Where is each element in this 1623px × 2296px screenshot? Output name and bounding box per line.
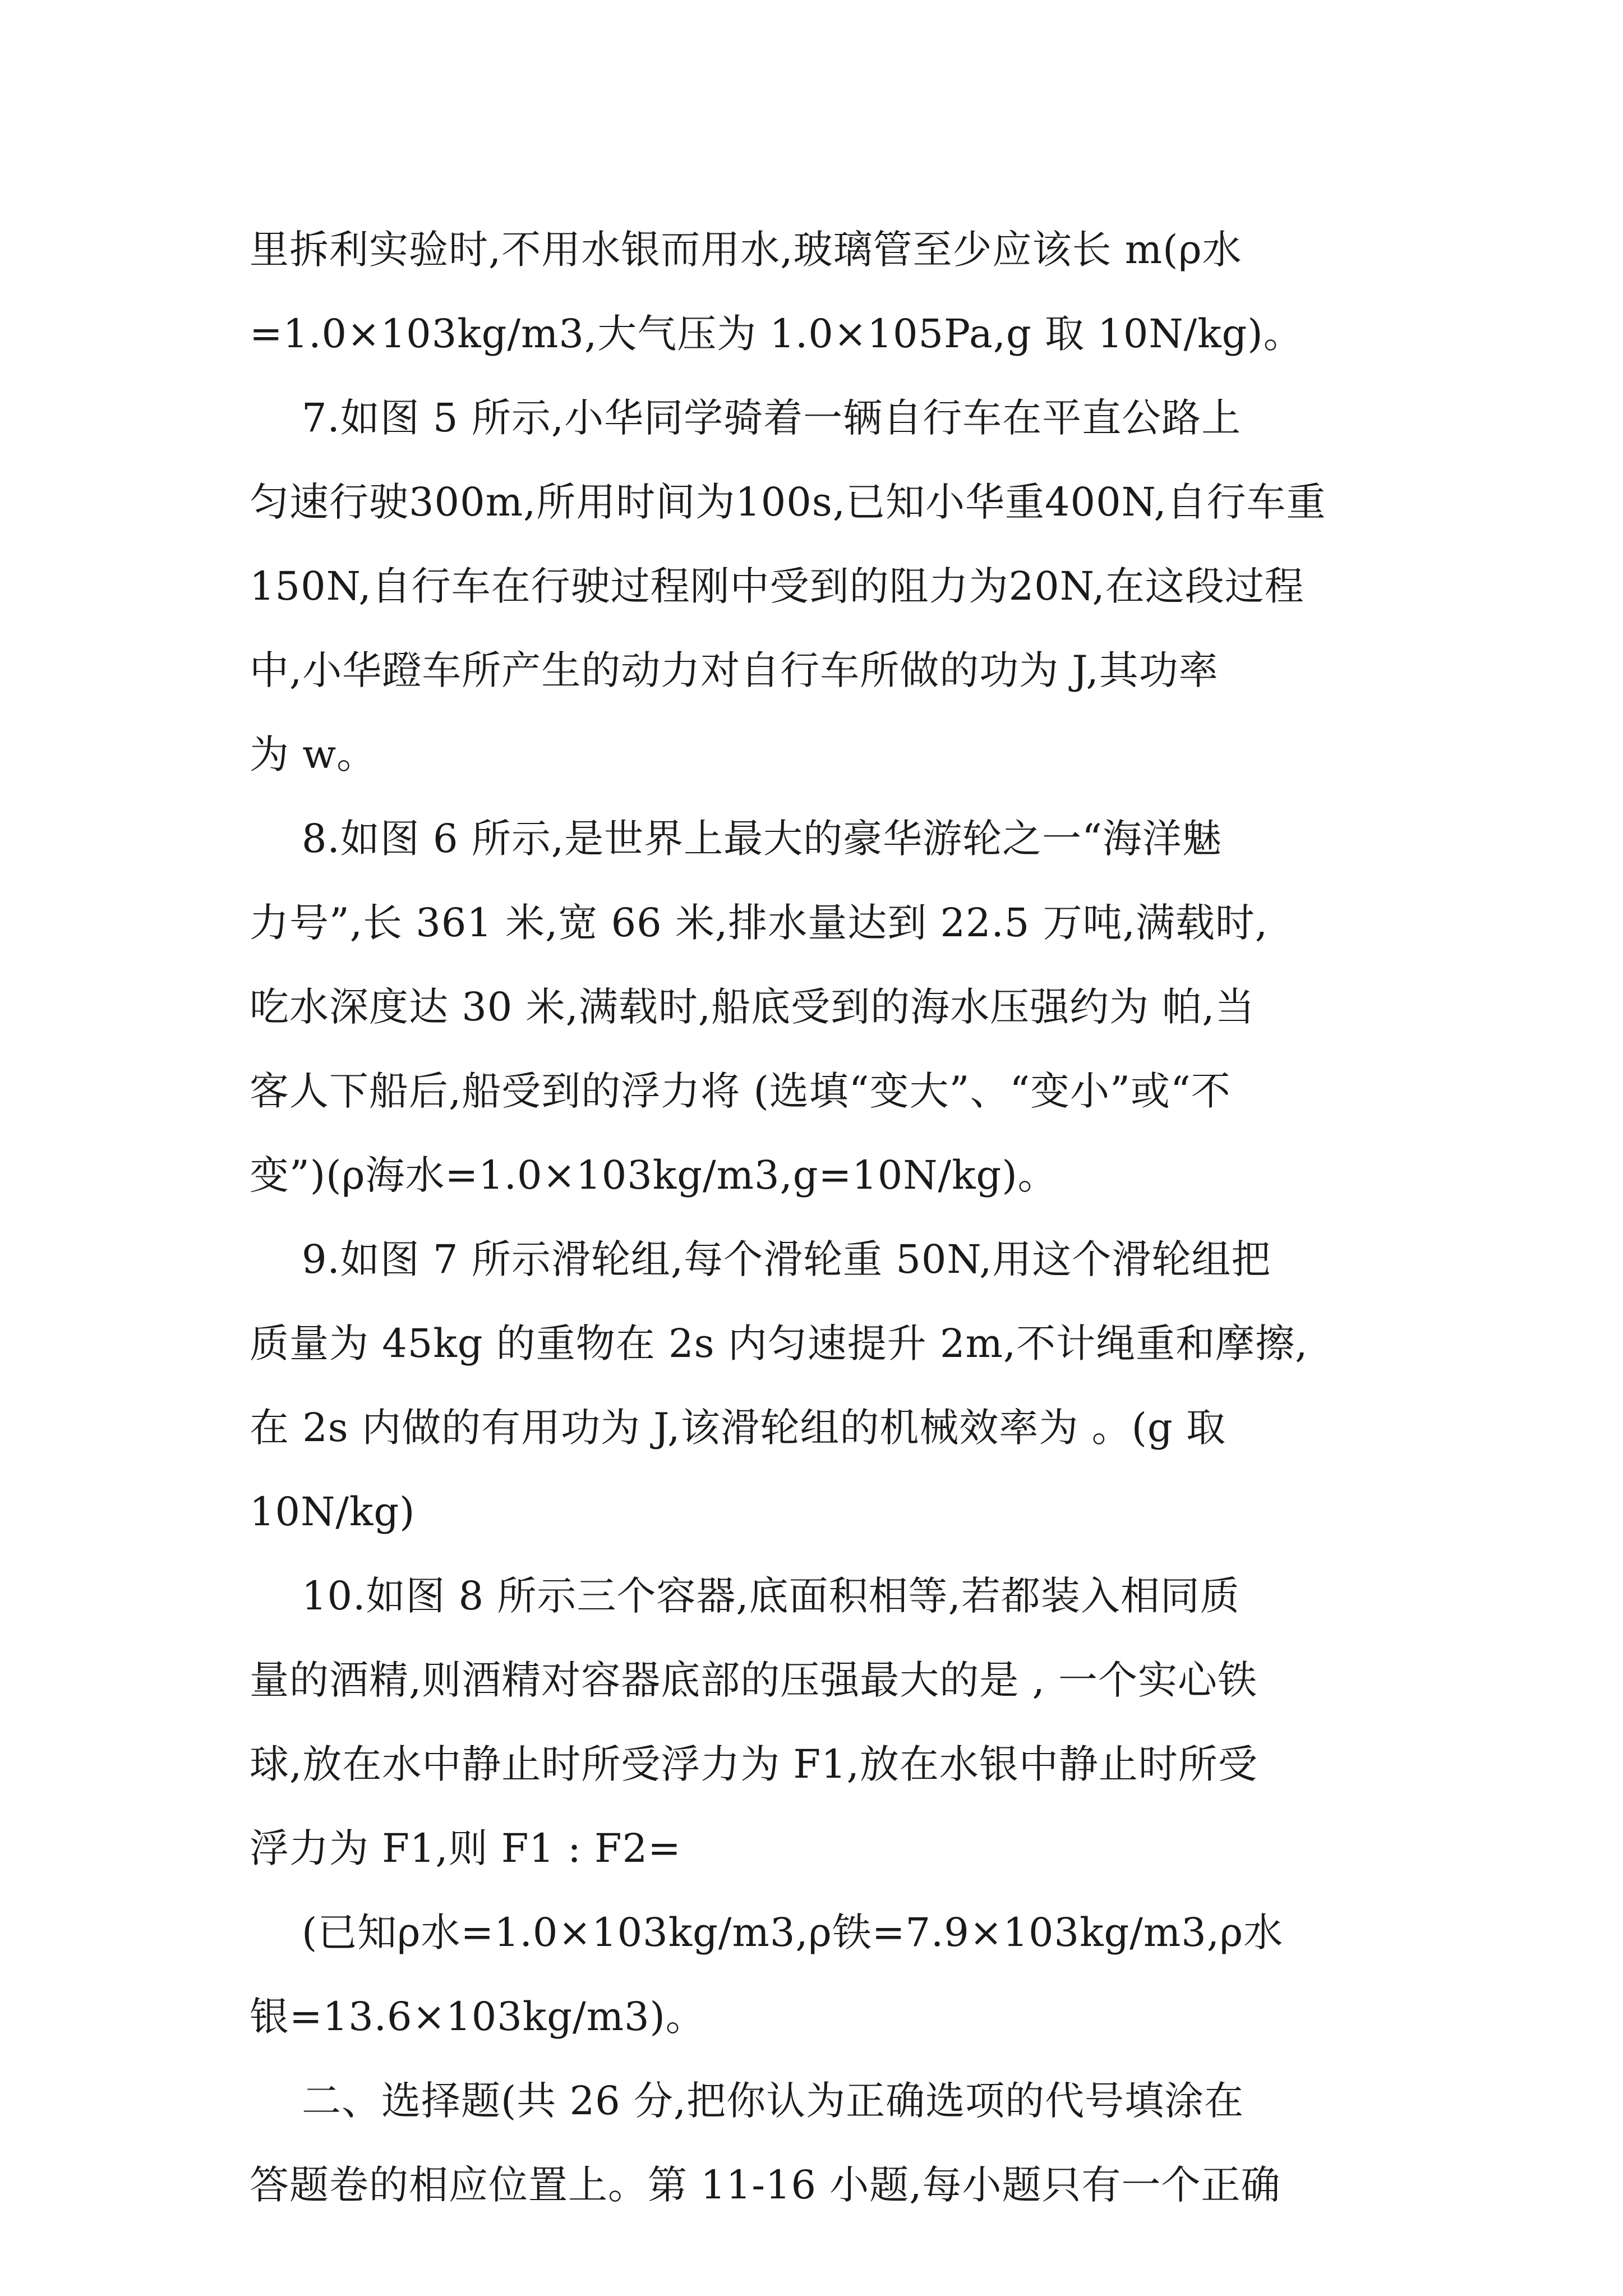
text-line: 里拆利实验时,不用水银而用水,玻璃管至少应该长 m(ρ水: [250, 227, 1242, 273]
text-line: 8.如图 6 所示,是世界上最大的豪华游轮之一“海洋魅: [250, 816, 1222, 862]
text-line: 浮力为 F1,则 F1 : F2=: [250, 1825, 681, 1871]
text-line: 球,放在水中静止时所受浮力为 F1,放在水银中静止时所受: [250, 1741, 1258, 1787]
text-line: 量的酒精,则酒精对容器底部的压强最大的是 , 一个实心铁: [250, 1657, 1258, 1703]
text-line: 答题卷的相应位置上。第 11-16 小题,每小题只有一个正确: [250, 2162, 1281, 2208]
text-line: 客人下船后,船受到的浮力将 (选填“变大”、“变小”或“不: [250, 1068, 1231, 1114]
text-line: 7.如图 5 所示,小华同学骑着一辆自行车在平直公路上: [250, 395, 1242, 441]
text-line: 150N,自行车在行驶过程刚中受到的阻力为20N,在这段过程: [250, 563, 1304, 609]
text-line: 匀速行驶300m,所用时间为100s,已知小华重400N,自行车重: [250, 479, 1326, 525]
text-line: 质量为 45kg 的重物在 2s 内匀速提升 2m,不计绳重和摩擦,: [250, 1320, 1308, 1366]
text-line: 中,小华蹬车所产生的动力对自行车所做的功为 J,其功率: [250, 647, 1219, 693]
text-line: 吃水深度达 30 米,满载时,船底受到的海水压强约为 帕,当: [250, 984, 1255, 1030]
text-line: 10.如图 8 所示三个容器,底面积相等,若都装入相同质: [250, 1573, 1240, 1619]
text-line: 力号”,长 361 米,宽 66 米,排水量达到 22.5 万吨,满载时,: [250, 900, 1269, 946]
text-line: 变”)(ρ海水=1.0×103kg/m3,g=10N/kg)。: [250, 1152, 1058, 1198]
text-line: 在 2s 内做的有用功为 J,该滑轮组的机械效率为 。(g 取: [250, 1405, 1227, 1451]
text-line: 9.如图 7 所示滑轮组,每个滑轮重 50N,用这个滑轮组把: [250, 1236, 1271, 1282]
text-line: (已知ρ水=1.0×103kg/m3,ρ铁=7.9×103kg/m3,ρ水: [250, 1910, 1284, 1955]
text-line: 银=13.6×103kg/m3)。: [250, 1994, 706, 2040]
text-line: 二、选择题(共 26 分,把你认为正确选项的代号填涂在: [250, 2078, 1244, 2124]
text-line: 为 w。: [250, 731, 377, 777]
text-line: =1.0×103kg/m3,大气压为 1.0×105Pa,g 取 10N/kg)。: [250, 311, 1303, 357]
text-line: 10N/kg): [250, 1489, 416, 1535]
